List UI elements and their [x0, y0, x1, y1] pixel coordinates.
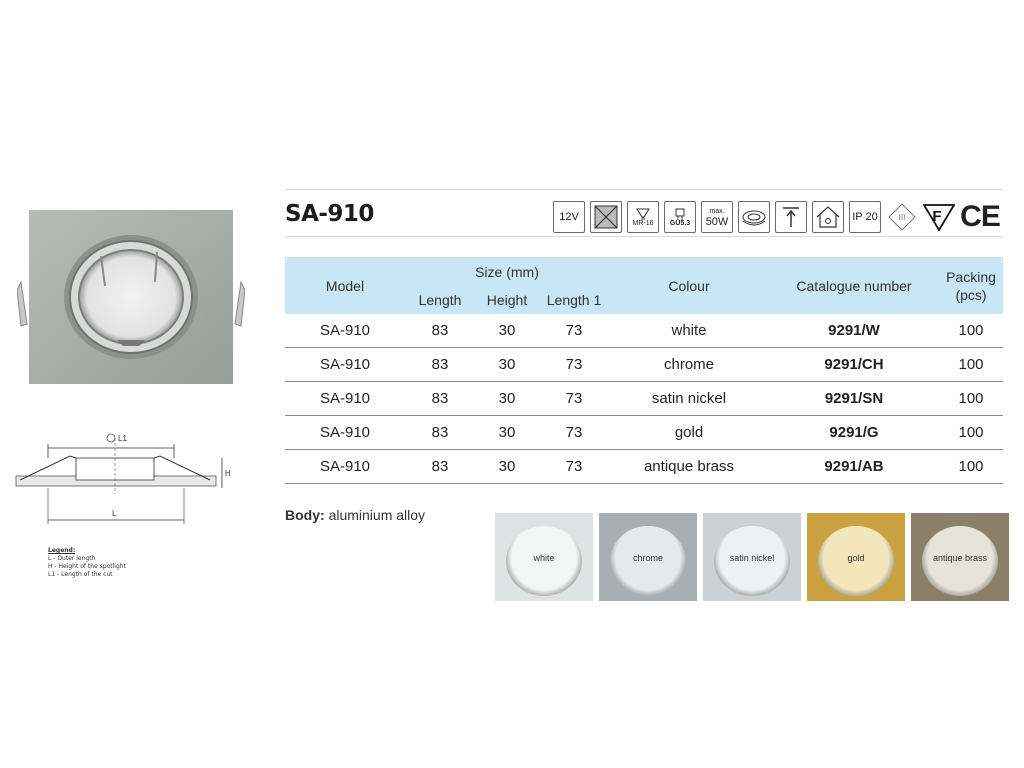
- header-colour: Colour: [668, 278, 710, 294]
- cell-length: 83: [431, 390, 449, 407]
- product-photo: [17, 208, 245, 386]
- tilt-icon: [738, 201, 770, 233]
- cell-length: 83: [431, 322, 449, 339]
- cell-colour: white: [671, 322, 707, 339]
- cell-length1: 73: [565, 458, 583, 475]
- technical-drawing: [14, 430, 244, 530]
- swatch-antique-brass: [911, 513, 1009, 601]
- header-packing-unit: (pcs): [955, 287, 987, 303]
- title-rule-top: [285, 189, 1003, 190]
- ce-mark-icon: CE: [960, 200, 1000, 233]
- cell-length1: 73: [565, 356, 583, 373]
- product-title: SA-910: [285, 201, 374, 227]
- swatch-white: [495, 513, 593, 601]
- cell-length: 83: [431, 424, 449, 441]
- cell-colour: antique brass: [643, 458, 735, 475]
- cell-model: SA-910: [319, 458, 371, 475]
- table-row: [285, 416, 1003, 450]
- title-rule-bottom: [285, 236, 1003, 237]
- swatch-label: white: [533, 553, 555, 563]
- cell-height: 30: [498, 356, 516, 373]
- cell-height: 30: [498, 458, 516, 475]
- ip20-icon: IP 20: [849, 201, 881, 233]
- legend-item: L - Outer length: [48, 555, 96, 562]
- cell-length: 83: [431, 458, 449, 475]
- table-row: [285, 450, 1003, 484]
- cell-height: 30: [498, 390, 516, 407]
- drawing-l-label: L: [112, 509, 117, 518]
- legend-item: H - Height of the spotlight: [48, 563, 126, 570]
- swatch-label: antique brass: [932, 553, 988, 563]
- mr16-icon: MR-16: [627, 201, 659, 233]
- cell-length: 83: [431, 356, 449, 373]
- drawing-legend: [48, 547, 126, 579]
- drawing-h-label: H: [225, 469, 231, 478]
- svg-text:III: III: [898, 213, 906, 222]
- cell-model: SA-910: [319, 322, 371, 339]
- cell-length1: 73: [565, 390, 583, 407]
- swatch-chrome: [599, 513, 697, 601]
- cell-height: 30: [498, 424, 516, 441]
- cell-packing: 100: [958, 424, 984, 441]
- cell-model: SA-910: [319, 356, 371, 373]
- cell-catalogue: 9291/SN: [824, 390, 884, 407]
- cell-height: 30: [498, 322, 516, 339]
- table-row: [285, 382, 1003, 416]
- body-label: Body:: [285, 507, 325, 523]
- swatch-label: gold: [847, 553, 865, 563]
- cell-catalogue: 9291/W: [828, 322, 880, 339]
- cell-packing: 100: [958, 390, 984, 407]
- table-header: [285, 257, 1003, 314]
- legend-item: L1 - Length of the cut: [48, 571, 113, 578]
- f-mark-icon: [923, 201, 955, 233]
- cell-packing: 100: [958, 356, 984, 373]
- indoor-icon: [812, 201, 844, 233]
- body-material-note: [285, 507, 425, 523]
- legend-title: Legend:: [48, 547, 76, 554]
- svg-text:F: F: [932, 208, 942, 225]
- colour-swatches: [495, 513, 1009, 601]
- cell-colour: gold: [674, 424, 704, 441]
- swatch-label: satin nickel: [729, 553, 775, 563]
- header-height: Height: [486, 292, 528, 308]
- table-row: [285, 348, 1003, 382]
- cell-length1: 73: [565, 424, 583, 441]
- header-catalogue: Catalogue number: [796, 278, 912, 294]
- class-iii-icon: [886, 201, 918, 233]
- swatch-label: chrome: [632, 553, 663, 563]
- specification-table: [285, 257, 1003, 484]
- cell-packing: 100: [958, 322, 984, 339]
- cell-colour: satin nickel: [651, 390, 727, 407]
- swatch-gold: [807, 513, 905, 601]
- header-length1: Length 1: [546, 292, 602, 308]
- max-50w-icon: max. 50W: [701, 201, 733, 233]
- cell-catalogue: 9291/CH: [824, 356, 884, 373]
- cell-packing: 100: [958, 458, 984, 475]
- drawing-l1-label: L1: [118, 434, 127, 443]
- swatch-satin-nickel: [703, 513, 801, 601]
- cell-model: SA-910: [319, 390, 371, 407]
- header-length: Length: [418, 292, 462, 308]
- cell-colour: chrome: [663, 356, 715, 373]
- 12v-icon: 12V: [553, 201, 585, 233]
- cell-length1: 73: [565, 322, 583, 339]
- header-size: Size (mm): [475, 264, 539, 280]
- header-packing: Packing: [946, 269, 996, 285]
- cell-catalogue: 9291/G: [829, 424, 879, 441]
- body-value: aluminium alloy: [328, 507, 426, 523]
- gu53-icon: GU5.3: [664, 201, 696, 233]
- cell-catalogue: 9291/AB: [824, 458, 884, 475]
- transformer-icon: [590, 201, 622, 233]
- certification-icons: [553, 200, 1000, 234]
- cell-model: SA-910: [319, 424, 371, 441]
- header-model: Model: [325, 278, 365, 294]
- table-row: [285, 314, 1003, 348]
- ceiling-mount-icon: [775, 201, 807, 233]
